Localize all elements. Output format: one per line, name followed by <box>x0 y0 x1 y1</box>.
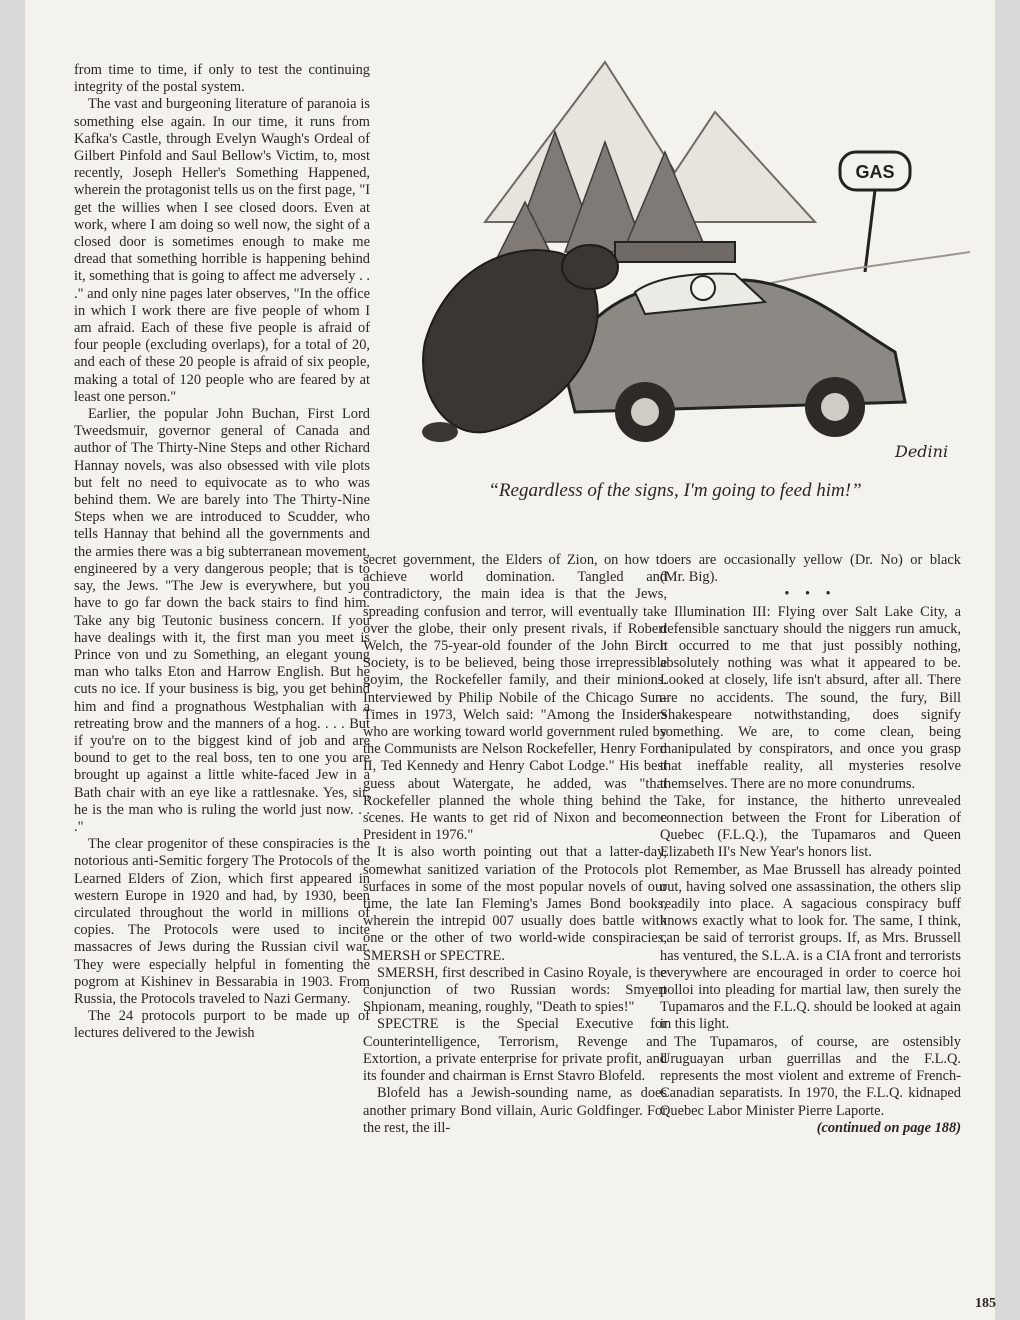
paragraph: Blofeld has a Jewish-sounding name, as does another primary Bond villain, Auric Goldfinger. For the rest, the ill- <box>363 1085 667 1136</box>
paragraph: SPECTRE is the Special Executive for Counterintelligence, Terrorism, Revenge and Extortion, a private enterprise for private profit, and its founder and chairman is Ernst Stavro Blofeld. <box>363 1016 667 1085</box>
paragraph: doers are occasionally yellow (Dr. No) or black (Mr. Big). <box>660 552 961 586</box>
paragraph: The vast and burgeoning literature of paranoia is something else again. In our time, it runs from Kafka's Castle, through Evelyn Waugh's Ordeal of Gilbert Pinfold and Saul Bellow's Victim, to, most recently, Joseph Heller's Something Happened, wherein the protagonist tells us on the first page, "I get the willies when I see closed doors. Even at work, where I am doing so well now, the sight of a closed door is sometimes enough to make me dread that something horrible is happening behind it, something that is going to affect me adversely . . ." and only nine pages later observes, "In the office in which I work there are five people of whom I am afraid. Each of these five people is afraid of four people (excluding overlaps), for a total of 20, and each of these 20 people is afraid of six people, making a total of 120 people who are feared by at least one person." <box>74 96 370 405</box>
paragraph: Earlier, the popular John Buchan, First Lord Tweedsmuir, governor general of Canada and author of The Thirty-Nine Steps and other Richard Hannay novels, was also obsessed with vile plots but felt no need to equivocate as to who was behind them. We are barely into The Thirty-Nine Steps when we are introduced to Scudder, who tells Hannay that behind all the governments and the armies there was a big subterranean movement, engineered by a very dangerous people; that is to say, the Jews. "The Jew is everywhere, but you have to go far down the back stairs to find him. Take any big Teutonic business concern. If you have dealings with it, the first man you meet is Prince von und zu Something, an elegant young man who talks Eton and Harrow English. But he cuts no ice. If your business is big, you get behind him and find a prognathous Westphalian with a retreating brow and the manners of a hog. . . . But if you're on to the biggest kind of job and are bound to get to the real boss, ten to one you are brought up against a little white-faced Jew in a Bath chair with an eye like a rattlesnake. Yes, sir, he is the man who is ruling the world just now. . . ." <box>74 406 370 835</box>
paragraph: The clear progenitor of these conspiracies is the notorious anti-Semitic forgery The Protocols of the Learned Elders of Zion, which first appeared in western Europe in 1920 and had, by 1930, been circulated throughout the world in millions of copies. The Protocols were used to incite massacres of Jews during the Russian civil war. They were especially helpful in fomenting the pogrom at Kishinev in Bessarabia in 1903. From Russia, the Protocols traveled to Nazi Germany. <box>74 836 370 1007</box>
section-divider: • • • <box>784 586 837 603</box>
text-column-3 <box>660 552 961 1137</box>
cartoon-illustration <box>385 52 970 472</box>
paragraph: from time to time, if only to test the continuing integrity of the postal system. <box>74 62 370 96</box>
paragraph: secret government, the Elders of Zion, on how to achieve world domination. Tangled and contradictory, the main idea is that the Jews, spreading confusion and terror, will eventually take over the globe, their only present rivals, if Robert Welch, the 75-year-old founder of the John Birch Society, is to be believed, being those irrepressible goyim, the Rockefeller family, and their minions. Interviewed by Philip Nobile of the Chicago Sun-Times in 1973, Welch said: "Among the Insiders who are working toward world government ruled by the Communists are Nelson Rockefeller, Henry Ford II, Ted Kennedy and Henry Cabot Lodge." His best guess about Watergate, he added, was "that Rockefeller planned the whole thing behind the scenes. He wants to get rid of Nixon and become President in 1976." <box>363 552 667 844</box>
paragraph: The 24 protocols purport to be made up of lectures delivered to the Jewish <box>74 1008 370 1042</box>
text-column-1 <box>74 62 370 1043</box>
paragraph: It is also worth pointing out that a latter-day, somewhat sanitized variation of the Protocols plot surfaces in some of the most popular novels of our time, the late Ian Fleming's James Bond books, wherein the intrepid 007 usually does battle with one or the other of two world-wide conspiracies, SMERSH or SPECTRE. <box>363 844 667 964</box>
paragraph: The Tupamaros, of course, are ostensibly Uruguayan urban guerrillas and the F.L.Q. represents the most violent and extreme of French-Canadian separatists. In 1970, the F.L.Q. kidnaped Quebec Labor Minister Pierre Laporte. <box>660 1033 961 1119</box>
page-number: 185 <box>975 1296 996 1311</box>
gas-sign <box>840 152 910 272</box>
paragraph: Remember, as Mae Brussell has already pointed out, having solved one assassination, the others slip readily into place. A sagacious conspiracy buff knows exactly what to look for. The same, I think, can be said of terrorist groups. If, as Mrs. Brussell has ventured, the S.L.A. is a CIA front and terrorists everywhere are encouraged in order to coerce hoi polloi into pleading for martial law, then surely the Tupamaros and the F.L.Q. should be looked at again in this light. <box>660 861 961 1033</box>
paragraph: SMERSH, first described in Casino Royale, is the conjunction of two Russian words: Smyert Shpionam, meaning, roughly, "Death to spies!" <box>363 964 667 1016</box>
paragraph: Take, for instance, the hitherto unrevealed connection between the Front for Liberation of Quebec (F.L.Q.), the Tupamaros and Queen Elizabeth II's New Year's honors list. <box>660 792 961 861</box>
text-column-2 <box>363 552 667 1137</box>
artist-signature: Dedini <box>895 442 949 461</box>
magazine-page <box>25 0 995 1320</box>
paragraph: Illumination III: Flying over Salt Lake City, a defensible sanctuary should the niggers run amuck, it occurred to me that just possibly nothing, absolutely nothing was what it appeared to be. Looked at closely, life isn't absurd, after all. There are no accidents. The sound, the fury, Bill Shakespeare notwithstanding, does signify something. We are, to come clean, being manipulated by conspirators, and once you grasp that ineffable reality, all mysteries resolve themselves. There are no more conundrums. <box>660 603 961 792</box>
cartoon-caption: “Regardless of the signs, I'm going to feed him!” <box>488 480 862 501</box>
gas-sign-text: GAS <box>855 162 895 182</box>
continued-note: (continued on page 188) <box>816 1119 961 1136</box>
